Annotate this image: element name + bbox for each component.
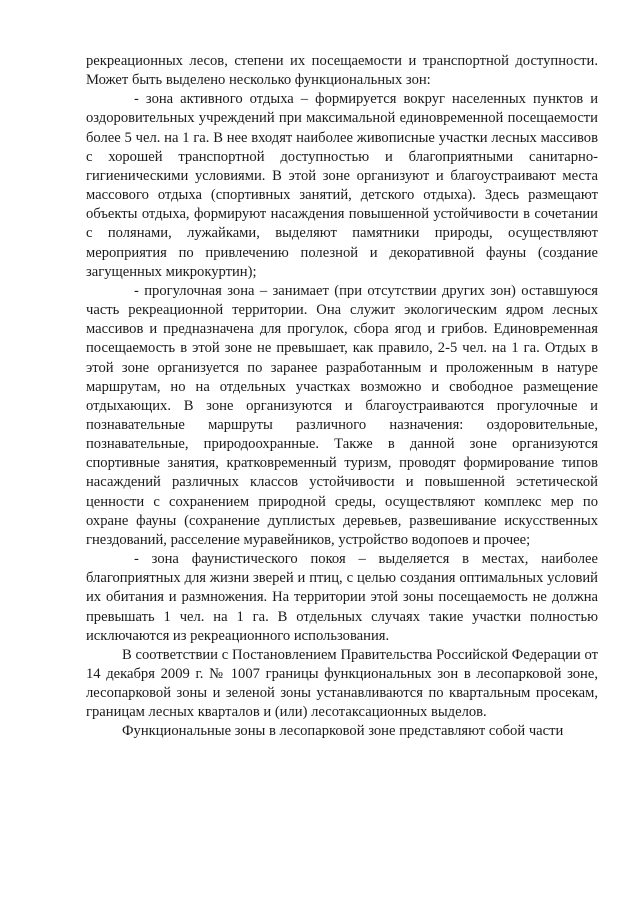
- paragraph-intro: рекреационных лесов, степени их посещаемости и транспортной доступности. Может быть выделено несколько функциональных зон:: [86, 53, 598, 89]
- document-page: [86, 52, 598, 742]
- paragraph-fauna-zone: - зона фаунистического покоя – выделяется в местах, наиболее благоприятных для жизни зверей и птиц, с целью создания оптимальных условий их обитания и размножения. На территории этой зоны посещаемость не должна превышать 1 чел. на 1 га. В отдельных случаях такие участки полностью исключаются из рекреационного использования.: [86, 551, 598, 644]
- paragraph-functional-zones: Функциональные зоны в лесопарковой зоне представляют собой части: [122, 723, 564, 740]
- paragraph-regulation: В соответствии с Постановлением Правительства Российской Федерации от 14 декабря 2009 г. № 1007 границы функциональных зон в лесопарковой зоне, лесопарковой зоны и зеленой зоны устанавливаются по квартальным просекам, границам лесных кварталов и (или) лесотаксационных выделов.: [86, 646, 598, 721]
- paragraph-walking-zone: - прогулочная зона – занимает (при отсутствии других зон) оставшуюся часть рекреационной территории. Она служит экологическим ядром лесных массивов и предназначена для прогулок, сбора ягод и грибов. Единовременная посещаемость в этой зоне не превышает, как правило, 2-5 чел. на 1 га. Отдых в этой зоне организуется по заранее разработанным и проложенным в натуре маршрутам, но на отдельных участках возможно и свободное размещение отдыхающих. В зоне организуются и благоустраиваются прогулочные и познавательные маршруты различного назначения: оздоровительные, познавательные, природоохранные. Также в данной зоне организуются спортивные занятия, кратковременный туризм, проводят формирование типов насаждений различных классов устойчивости и повышенной эстетической ценности с сохранением природной среды, осуществляют комплекс мер по охране фауны (сохранение дуплистых деревьев, развешивание искусственных гнездований, расселение муравейников, устройство водопоев и прочее;: [86, 282, 598, 548]
- paragraph-active-zone: - зона активного отдыха – формируется вокруг населенных пунктов и оздоровительных учреждений при максимальной единовременной посещаемости более 5 чел. на 1 га. В нее входят наиболее живописные участки лесных массивов с хорошей транспортной доступностью и благоприятными санитарно-гигиеническими условиями. В этой зоне организуют и благоустраивают места массового отдыха (спортивных занятий, детского отдыха). Здесь размещают объекты отдыха, формируют насаждения повышенной устойчивости в сочетании с полянами, лужайками, выделяют памятники природы, осуществляют мероприятия по привлечению полезной и декоративной фауны (создание загущенных микрокуртин);: [86, 91, 598, 280]
